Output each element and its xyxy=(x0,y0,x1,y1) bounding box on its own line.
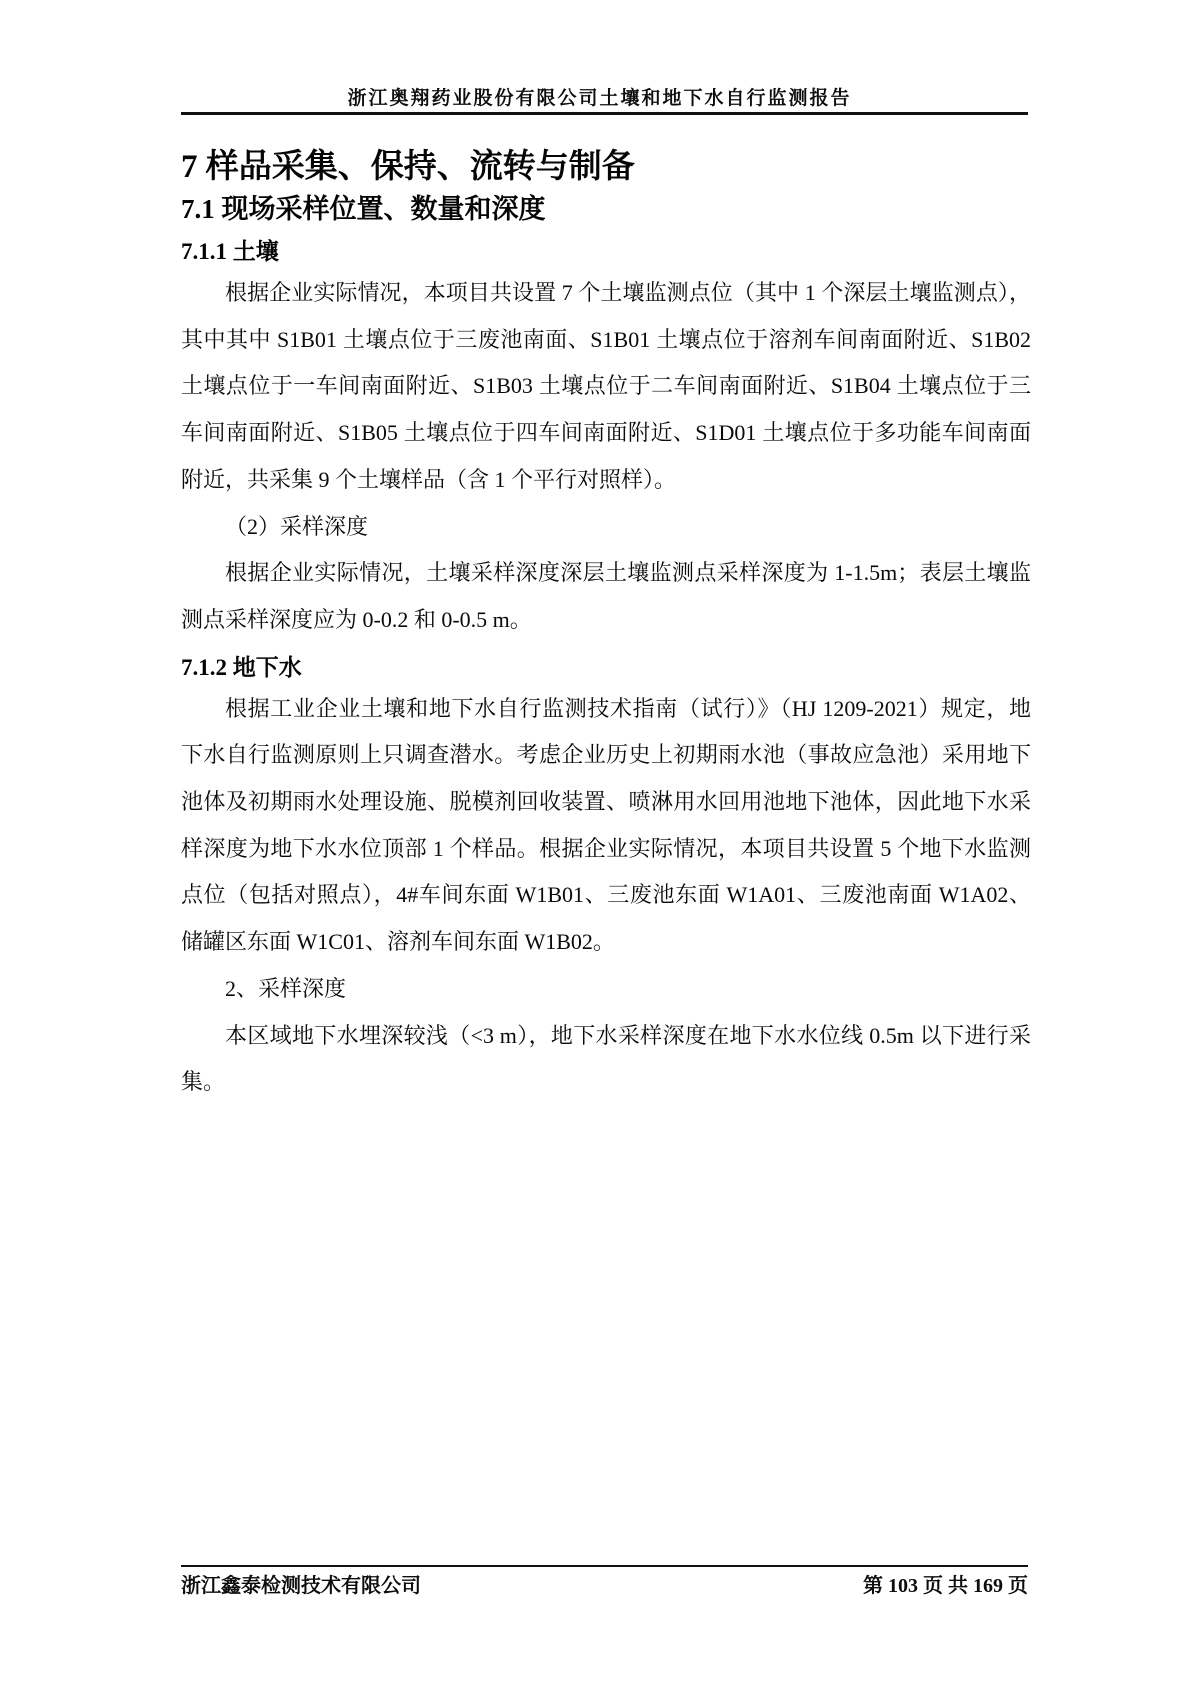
page-footer xyxy=(181,1572,1028,1600)
paragraph-soil-depth: 根据企业实际情况，土壤采样深度深层土壤监测点采样深度为 1-1.5m；表层土壤监测点采样深度应为 0-0.2 和 0-0.5 m。 xyxy=(181,560,1031,632)
section-heading: 7.1 现场采样位置、数量和深度 xyxy=(181,194,546,224)
paragraph-groundwater-depth-label: 2、采样深度 xyxy=(225,975,347,1001)
page-header-title: 浙江奥翔药业股份有限公司土壤和地下水自行监测报告 xyxy=(347,88,852,109)
paragraph-groundwater-depth: 本区域地下水埋深较浅（<3 m），地下水采样深度在地下水水位线 0.5m 以下进行采集。 xyxy=(181,1022,1031,1095)
footer-company: 浙江鑫泰检测技术有限公司 xyxy=(181,1575,421,1597)
paragraph-soil-depth-label: （2）采样深度 xyxy=(225,513,369,539)
header-rule xyxy=(181,112,1028,115)
paragraph-soil-points: 根据企业实际情况，本项目共设置 7 个土壤监测点位（其中 1 个深层土壤监测点），其中其中 S1B01 土壤点位于三废池南面、S1B01 土壤点位于溶剂车间南面附近、S1B02 土壤点位于一车间南面附近、S1B03 土壤点位于二车间南面附近、S1B04 土壤点位于三车间南面附近、S1B05 土壤点位于四车间南面附近、S1D01 土壤点位于多功能车间南面附近，共采集 9 个土壤样品（含 1 个平行对照样）。 xyxy=(181,280,1031,492)
chapter-heading: 7 样品采集、保持、流转与制备 xyxy=(181,149,635,185)
footer-rule xyxy=(181,1565,1028,1567)
subsection-heading-groundwater: 7.1.2 地下水 xyxy=(181,654,302,680)
paragraph-groundwater-points: 根据工业企业土壤和地下水自行监测技术指南（试行）》（HJ 1209-2021）规定，地下水自行监测原则上只调查潜水。考虑企业历史上初期雨水池（事故应急池）采用地下池体及初期雨水处理设施、脱模剂回收装置、喷淋用水回用池地下池体，因此地下水采样深度为地下水水位顶部 1 个样品。根据企业实际情况，本项目共设置 5 个地下水监测点位（包括对照点），4#车间东面 W1B01、三废池东面 W1A01、三废池南面 W1A02、储罐区东面 W1C01、溶剂车间东面 W1B02。 xyxy=(181,695,1031,955)
document-content xyxy=(181,146,1031,1106)
footer-page-info: 第 103 页 共 169 页 xyxy=(863,1575,1028,1597)
subsection-heading-soil: 7.1.1 土壤 xyxy=(181,239,279,264)
